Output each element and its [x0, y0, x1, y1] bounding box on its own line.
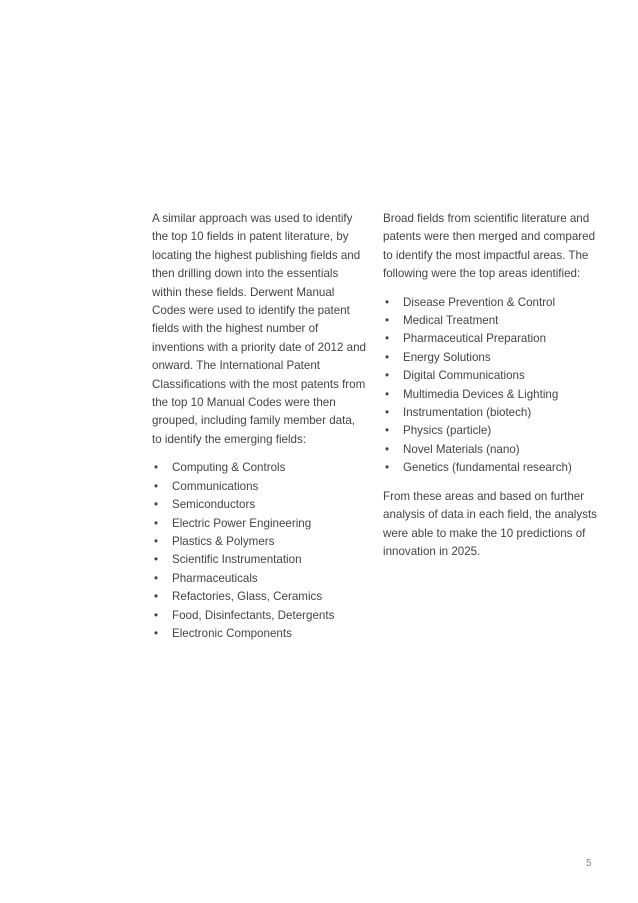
- list-item: • Computing & Controls: [152, 459, 366, 477]
- left-column: [152, 210, 366, 653]
- right-column: [383, 210, 601, 571]
- list-item: • Disease Prevention & Control: [383, 294, 601, 312]
- page-number: 5: [586, 858, 592, 869]
- list-item: • Semiconductors: [152, 496, 366, 514]
- list-item: • Scientific Instrumentation: [152, 551, 366, 569]
- list-item: • Plastics & Polymers: [152, 533, 366, 551]
- emerging-fields-list: [152, 459, 366, 643]
- closing-paragraph: From these areas and based on further analysis of data in each field, the analysts were able to make the 10 predictions of innovation in 2025.: [383, 489, 597, 558]
- list-item: • Food, Disinfectants, Detergents: [152, 607, 366, 625]
- list-item: • Medical Treatment: [383, 312, 601, 330]
- top-areas-list: [383, 294, 601, 478]
- list-item: • Instrumentation (biotech): [383, 404, 601, 422]
- list-item: • Energy Solutions: [383, 349, 601, 367]
- list-item: • Genetics (fundamental research): [383, 459, 601, 477]
- list-item: • Communications: [152, 478, 366, 496]
- list-item: • Refactories, Glass, Ceramics: [152, 588, 366, 606]
- list-item: • Digital Communications: [383, 367, 601, 385]
- list-item: • Electronic Components: [152, 625, 366, 643]
- list-item: • Multimedia Devices & Lighting: [383, 386, 601, 404]
- list-item: • Pharmaceutical Preparation: [383, 330, 601, 348]
- list-item: • Physics (particle): [383, 422, 601, 440]
- right-intro-paragraph: Broad fields from scientific literature and patents were then merged and compared to identify the most impactful areas. The following were the top areas identified:: [383, 212, 596, 281]
- left-intro-paragraph: A similar approach was used to identify the top 10 fields in patent literature, by locating the highest publishing fields and then drilling down into the essentials within these fields. Derwent Manual Codes were used to identify the patent fields with the highest number of inventions with a priority date of 2012 and onward. The International Patent Classifications with the most patents from the top 10 Manual Codes were then grouped, including family member data, to identify the emerging fields:: [152, 212, 366, 446]
- list-item: • Pharmaceuticals: [152, 570, 366, 588]
- list-item: • Novel Materials (nano): [383, 441, 601, 459]
- list-item: • Electric Power Engineering: [152, 515, 366, 533]
